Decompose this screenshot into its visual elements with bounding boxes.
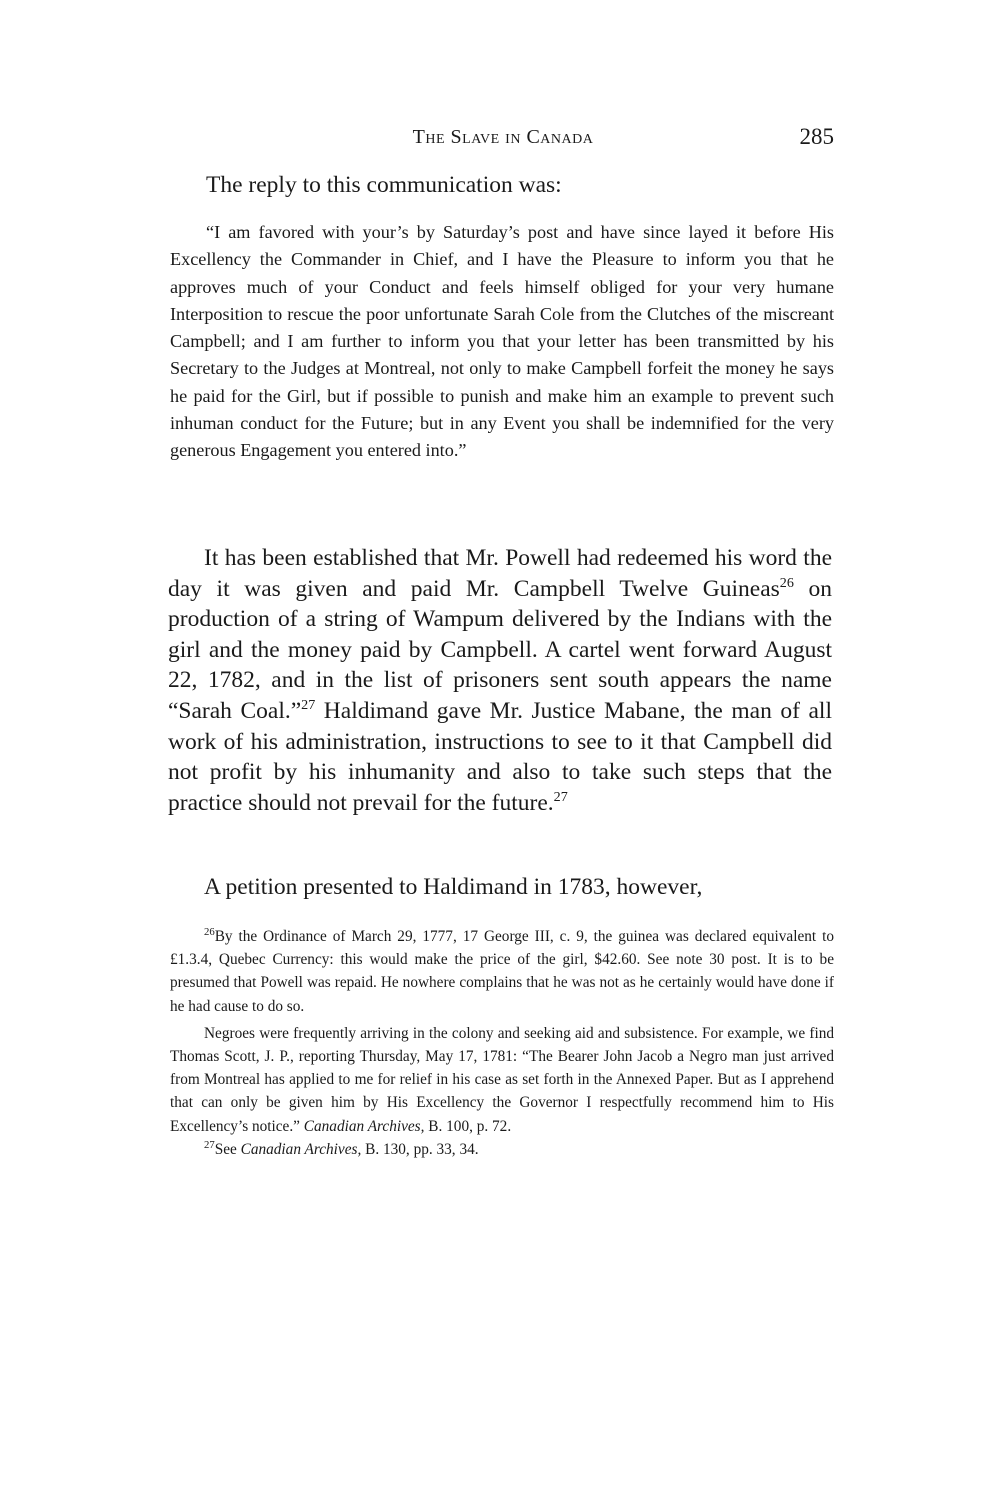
footnote-ref-26: 26 <box>779 574 794 591</box>
footnote-27 <box>170 1138 834 1161</box>
footnote-27-mark: 27 <box>204 1138 215 1151</box>
footnote-ref-27: 27 <box>301 697 316 714</box>
body-paragraph-1 <box>168 543 832 818</box>
footnote-ref-27-second: 27 <box>553 788 568 805</box>
footnote-26-mark: 26 <box>204 925 215 938</box>
footnote-27-pre: See <box>214 1140 241 1158</box>
footnote-26 <box>170 925 834 1018</box>
para1-text-1: It has been established that Mr. Powell had redeemed his word the day it was given and paid Mr. Campbell Twelve Guineas <box>168 545 832 602</box>
footnote-27-source-ref: B. 130, pp. 33, 34. <box>361 1140 479 1158</box>
footnote-26-text: By the Ordinance of March 29, 1777, 17 George III, c. 9, the guinea was declared equivalent to £1.3.4, Quebec Currency: this would make the price of the girl, $42.60. See note 30 post. It is to be presumed that Powell was repaid. He nowhere complains that he was not as he certainly would have done if he had cause to do so. <box>170 928 834 1015</box>
para1-text-2: on production of a string of Wampum delivered by the Indians with the girl and the money paid by Campbell. A cartel went forward August 22, 1782, and in the list of prisoners sent south appears the name “Sarah Coal.” <box>168 575 832 724</box>
body-paragraph-2: A petition presented to Haldimand in 1783, however, <box>204 874 703 900</box>
page-number: 285 <box>799 124 834 149</box>
footnote-26-source: Canadian Archives, <box>303 1117 425 1135</box>
para1-text-3: Haldimand gave Mr. Justice Mabane, the man of all work of his administration, instructions to see to it that Campbell did not profit by his inhumanity and also to take such steps that the practice should not prevail for the future. <box>168 697 832 816</box>
footnote-26-continuation <box>170 1022 834 1138</box>
lead-line: The reply to this communication was: <box>206 172 562 198</box>
footnote-26-cont-text: Negroes were frequently arriving in the colony and seeking aid and subsistence. For example, we find Thomas Scott, J. P., reporting Thursday, May 17, 1781: “The Bearer John Jacob a Negro man just arrived from Montreal has applied to me for relief in his case as set forth in the Annexed Paper. But as I apprehend that can only be given him by His Excellency the Governor I respectfully recommend him to His Excellency’s notice.” <box>170 1024 834 1135</box>
quoted-letter: “I am favored with your’s by Saturday’s post and have since layed it before His Excellency the Commander in Chief, and I have the Pleasure to inform you that he approves much of your Conduct and feels himself obliged for your very humane Interposition to rescue the poor unfortunate Sarah Cole from the Clutches of the miscreant Campbell; and I am further to inform you that your letter has been transmitted by his Secretary to the Judges at Montreal, not only to make Campbell forfeit the money he says he paid for the Girl, but if possible to punish and make him an example to prevent such inhuman conduct for the Future; but in any Event you shall be indemnified for the very generous Engagement you entered into.” <box>170 222 834 461</box>
footnote-26-source-ref: B. 100, p. 72. <box>424 1117 512 1135</box>
footnote-27-source: Canadian Archives, <box>240 1140 362 1158</box>
page-header <box>170 124 836 154</box>
footnotes <box>170 925 834 1161</box>
running-title: The Slave in Canada <box>412 126 594 148</box>
